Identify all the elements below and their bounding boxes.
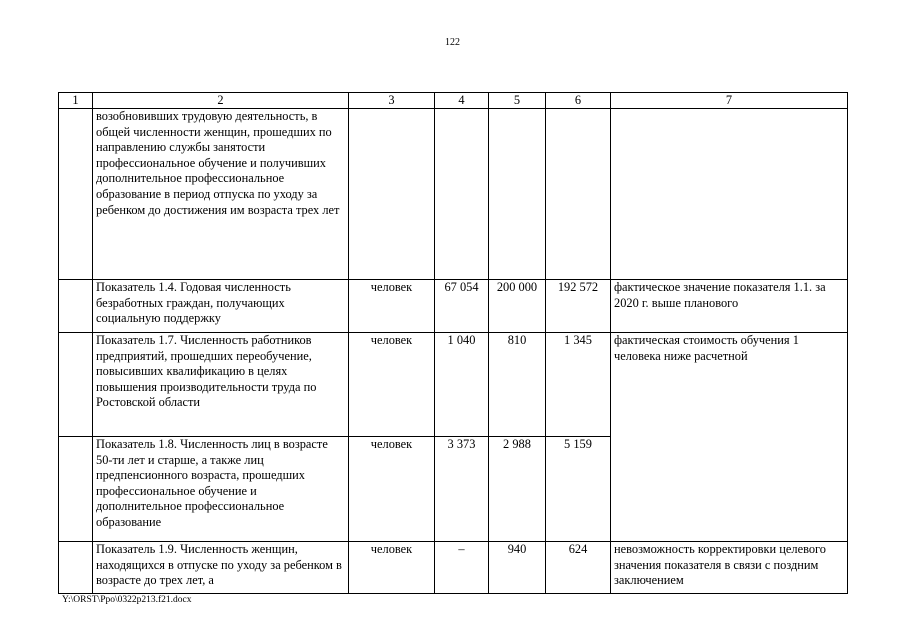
row-number-cell xyxy=(59,437,93,542)
column-header: 6 xyxy=(546,93,611,109)
unit-cell: человек xyxy=(349,333,435,437)
value-cell: 940 xyxy=(489,542,546,594)
table-row xyxy=(59,280,848,333)
column-header: 5 xyxy=(489,93,546,109)
column-header: 1 xyxy=(59,93,93,109)
column-header: 4 xyxy=(435,93,489,109)
value-cell: 624 xyxy=(546,542,611,594)
value-cell: 67 054 xyxy=(435,280,489,333)
value-cell: 1 040 xyxy=(435,333,489,437)
value-cell: 5 159 xyxy=(546,437,611,542)
value-cell xyxy=(489,109,546,280)
file-path-footer: Y:\ORST\Ppo\0322p213.f21.docx xyxy=(62,595,192,605)
indicator-name-cell: Показатель 1.9. Численность женщин, находящихся в отпуске по уходу за ребенком в возрасте до трех лет, а xyxy=(93,542,349,594)
value-cell: – xyxy=(435,542,489,594)
table-row xyxy=(59,109,848,280)
value-cell: 3 373 xyxy=(435,437,489,542)
indicator-table xyxy=(58,92,848,594)
comment-cell: фактическое значение показателя 1.1. за 2020 г. выше планового xyxy=(611,280,848,333)
comment-cell xyxy=(611,109,848,280)
table-row xyxy=(59,542,848,594)
value-cell: 1 345 xyxy=(546,333,611,437)
page-number: 122 xyxy=(445,37,460,48)
table-row xyxy=(59,333,848,437)
unit-cell: человек xyxy=(349,542,435,594)
row-number-cell xyxy=(59,542,93,594)
indicator-name-cell: Показатель 1.4. Годовая численность безработных граждан, получающих социальную поддержку xyxy=(93,280,349,333)
unit-cell: человек xyxy=(349,437,435,542)
value-cell: 810 xyxy=(489,333,546,437)
header-row xyxy=(59,93,848,109)
comment-cell: фактическая стоимость обучения 1 человека ниже расчетной xyxy=(611,333,848,542)
unit-cell xyxy=(349,109,435,280)
value-cell: 200 000 xyxy=(489,280,546,333)
value-cell: 192 572 xyxy=(546,280,611,333)
row-number-cell xyxy=(59,109,93,280)
unit-cell: человек xyxy=(349,280,435,333)
row-number-cell xyxy=(59,333,93,437)
value-cell xyxy=(435,109,489,280)
column-header: 7 xyxy=(611,93,848,109)
row-number-cell xyxy=(59,280,93,333)
column-header: 2 xyxy=(93,93,349,109)
value-cell xyxy=(546,109,611,280)
indicator-name-cell: Показатель 1.8. Численность лиц в возрасте 50-ти лет и старше, а также лиц предпенсионного возраста, прошедших профессиональное обучение и дополнительное профессиональное образование xyxy=(93,437,349,542)
indicator-name-cell: Показатель 1.7. Численность работников предприятий, прошедших переобучение, повысивших квалификацию в целях повышения производительности труда по Ростовской области xyxy=(93,333,349,437)
value-cell: 2 988 xyxy=(489,437,546,542)
column-header: 3 xyxy=(349,93,435,109)
comment-cell: невозможность корректировки целевого значения показателя в связи с поздним заключением xyxy=(611,542,848,594)
indicator-name-cell: возобновивших трудовую деятельность, в общей численности женщин, прошедших по направлению службы занятости профессиональное обучение и получивших дополнительное профессиональное образование в период отпуска по уходу за ребенком до достижения им возраста трех лет xyxy=(93,109,349,280)
